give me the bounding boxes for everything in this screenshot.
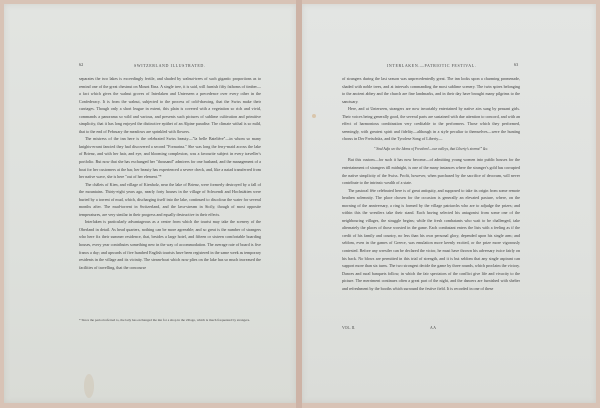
running-head: SWITZERLAND ILLUSTRATED. bbox=[134, 63, 206, 68]
paragraph: The mistress of the inn here is the celebrated Swiss beauty—"la belle Batelière"—in whom so many knights-errant fancied they had discovered a second "Fornarina." She was long the ferry-maid across the lake of Brienz, and with her hair, and eye, and blooming complexion, was a favourite subject in every traveller's portfolio. But now that she has exchanged her "thousand" admirers for one husband, and the management of a boat for her customers at the bar, her beauty has experienced a severe check, and, like a naiad transferred from her native wave, she is here "out of her element."* bbox=[79, 136, 261, 180]
paragraph: But this custom—for such it has now become—of admitting young women into public houses for the entertainment of strangers till midnight, is one of the many instances where the stranger's gold has corrupted the native simplicity of the Swiss. Profit, however, when purchased by the sacrifice of decorum, will never contribute to the intrinsic wealth of a state. bbox=[342, 157, 520, 186]
volume-label: VOL. II. bbox=[342, 326, 356, 330]
paragraph: separates the two lakes is exceedingly fertile, and shaded by walnut-trees of such gigantic proportions as to remind one of the great chestnut on Mount Etna. A single tree, it is said, will furnish fifty fathoms of timber—a fact which gives the walnut groves of Interlaken and Unterseen a precedence over every other in the Confederacy. It is from the walnut, subjected to the process of cold-drawing, that the Swiss make their carriages. Though only a short league in extent, this plain is covered with a vegetation so rich and vivid, commands a panorama so wild and various, and presents such pictures of sublime cultivation and primitive simplicity, that it has long enjoyed the distinctive epithet of an Alpine paradise. The climate withal is so mild, that to the end of February the meadows are sprinkled with flowers. bbox=[79, 76, 261, 134]
footnote: * Since the period referred to, the lady has exchanged the inn for a shop in the village, which is much frequented by strangers. bbox=[79, 318, 250, 322]
paragraph: The châlets of Kien, and village of Kienholz, near the lake of Brienz, were formerly destroyed by a fall of the mountains. Thirty-eight years ago, nearly forty houses in the village of Schwendi and Hochstätten were buried by a torrent of mud, which, discharging itself into the lake, continued to discolour the water for several months after. The mud-torrent in Switzerland, and the lava-stream in Sicily, though of most opposite temperatures, are very similar in their progress and equally destructive in their effects. bbox=[79, 181, 261, 217]
paragraph: Interlaken is particularly advantageous as a centre from which the tourist may take the scenery of the Oberland in detail. As head quarters, nothing can be more agreeable; and so great is the number of strangers who here fix their summer residence, that, besides a large hotel, and fifteen or sixteen comfortable boarding houses, every year contributes something new in the way of accommodation. The average rate of board is five francs a day; and upwards of five hundred English tourists have been registered in the same week as temporary residents in the village and its vicinity. The steam-boat which now plies on the lake has so much increased the facilities of travelling, that the concourse bbox=[79, 219, 261, 270]
paper-stain bbox=[84, 374, 94, 398]
paragraph: of strangers during the last season was unprecedentedly great. The inn looks upon a charming promenade, shaded with noble trees, and at intervals commanding the most sublime scenery. The twin spires belonging to the ancient abbey and the church are fine landmarks, and in their day have brought many pilgrims to the sanctuary. bbox=[342, 76, 520, 104]
verse-quote: " Sind Adja wo the Idoms of Freedom!—our valleys, that Liberty's storms!" &c. bbox=[373, 146, 489, 151]
running-head: INTERLAKEN.—PATRIOTIC FESTIVAL. bbox=[387, 63, 477, 68]
printer-signature: A A bbox=[430, 326, 437, 330]
paragraph: Here, and at Unterseen, strangers are now invariably entertained by native airs sung by peasant girls. Their voices being generally good, the several parts are sustained with due attention to concord, and with an effect of harmonious combination very creditable to the performers. Those which they performed, seemingly, with greatest spirit and fidelity—although in a style peculiar to themselves—were the hunting chorus in Der Freischütz, and the Tyrolese Song of Liberty— bbox=[342, 106, 520, 142]
paper-spot bbox=[312, 114, 316, 118]
left-page bbox=[4, 4, 296, 403]
page-number: 63 bbox=[514, 62, 519, 67]
page-number: 62 bbox=[79, 62, 84, 67]
right-page bbox=[302, 4, 596, 403]
paragraph: The pastoral fête celebrated here is of great antiquity, and supposed to take its origin from some remote heathen solemnity. The place chosen for the occasion is generally an elevated pasture, where, on the morning of the anniversary, a ring is formed by the village patriarchs who are to adjudge the prizes; and within this the wrestlers take their stand. Each having selected his antagonist from some one of the neighbouring villages, the struggle begins; while the fresh combatants who wait to be challenged, take alternately the places of those worsted in the game. Each combatant enters the lists with a feeling as if the credit of his family and country, no less than his own personal glory, depended upon his single arm; and seldom, even in the games of Greece, was emulation more keenly excited, or the prize more vigorously contested. Before any wrestler can be declared the victor, he must have thrown his adversary twice fairly on his back. No blows are permitted in this trial of strength, and it is but seldom that any single aspirant can support more than six turns. The two strongest decide the game by three rounds, which proclaim the victory. Dances and rural banquets follow, in which the fair spectators of the conflict give life and vivacity to the picture. The merriment continues often a great part of the night, and the dancers are furnished with shelter and refreshment by the booths which surround the festive field. It is recorded in one of these bbox=[342, 187, 520, 291]
